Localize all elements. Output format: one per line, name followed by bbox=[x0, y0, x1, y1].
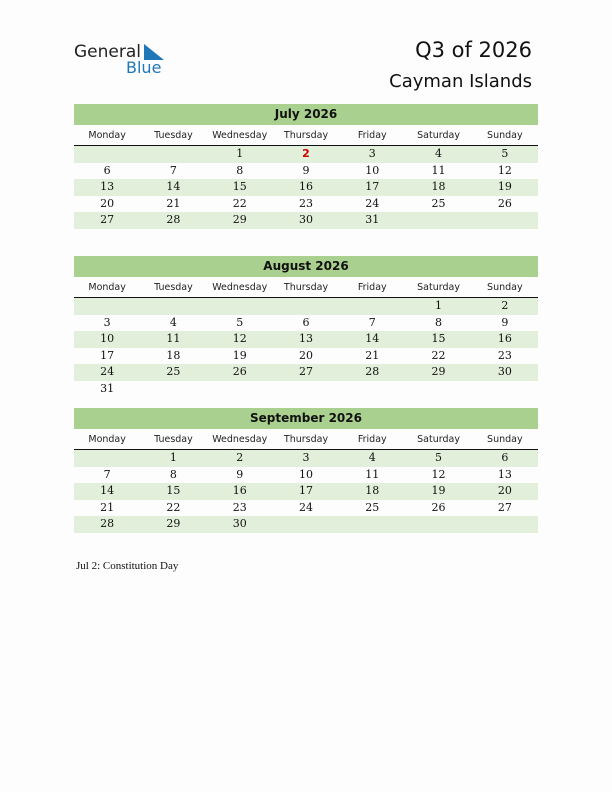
day-cell: 29 bbox=[431, 365, 446, 378]
day-cell: 12 bbox=[497, 163, 512, 177]
holiday-notes bbox=[76, 560, 178, 572]
day-cell: 30 bbox=[298, 213, 313, 226]
day-cell: 31 bbox=[365, 213, 380, 226]
weekday-label: Sunday bbox=[487, 130, 523, 141]
page-title: Q3 of 2026 bbox=[415, 38, 532, 62]
day-cell: 17 bbox=[365, 180, 380, 193]
day-cell: 27 bbox=[100, 213, 115, 226]
day-cell: 15 bbox=[232, 180, 247, 193]
day-cell: 19 bbox=[497, 180, 512, 193]
day-cell: 11 bbox=[431, 163, 446, 177]
weekday-label: Thursday bbox=[283, 130, 329, 141]
day-cell: 16 bbox=[298, 180, 313, 193]
day-cell: 27 bbox=[298, 365, 313, 378]
weekday-label: Thursday bbox=[283, 282, 329, 293]
day-cell: 13 bbox=[298, 332, 313, 345]
day-cell: 20 bbox=[298, 348, 313, 362]
day-cell: 21 bbox=[365, 348, 380, 362]
day-cell: 10 bbox=[100, 332, 115, 345]
day-cell bbox=[405, 516, 471, 533]
day-cell: 19 bbox=[232, 348, 247, 362]
weekday-header-row bbox=[74, 127, 538, 146]
day-cell: 4 bbox=[435, 147, 443, 160]
day-cell bbox=[207, 381, 273, 398]
month-title: August 2026 bbox=[74, 256, 538, 277]
day-cell: 1 bbox=[169, 451, 177, 464]
day-cell bbox=[74, 298, 140, 315]
day-cell: 7 bbox=[169, 163, 177, 177]
weekday-label: Sunday bbox=[487, 434, 523, 445]
day-cell: 14 bbox=[166, 180, 181, 193]
day-cell: 27 bbox=[497, 500, 512, 514]
week-row bbox=[74, 196, 538, 213]
day-cell: 9 bbox=[501, 315, 509, 329]
weekday-label: Saturday bbox=[417, 130, 460, 141]
weekday-label: Wednesday bbox=[212, 282, 268, 293]
day-cell: 4 bbox=[169, 315, 177, 329]
day-cell bbox=[140, 146, 206, 163]
weekday-label: Monday bbox=[88, 434, 126, 445]
day-cell bbox=[405, 381, 471, 398]
day-cell: 8 bbox=[236, 163, 244, 177]
day-cell: 7 bbox=[368, 315, 376, 329]
day-cell: 5 bbox=[501, 147, 509, 160]
weekday-label: Friday bbox=[357, 130, 387, 141]
day-cell: 3 bbox=[368, 147, 376, 160]
logo-general-text: General bbox=[74, 42, 141, 62]
day-cell: 1 bbox=[435, 299, 443, 312]
day-cell: 14 bbox=[365, 332, 380, 345]
day-cell: 2 bbox=[236, 451, 244, 464]
weekday-label: Thursday bbox=[283, 434, 329, 445]
weekday-header-row bbox=[74, 431, 538, 450]
weekday-label: Saturday bbox=[417, 282, 460, 293]
day-cell: 29 bbox=[166, 517, 181, 530]
day-cell: 26 bbox=[497, 196, 512, 210]
day-cell: 6 bbox=[501, 451, 509, 464]
day-cell: 2 bbox=[302, 147, 310, 160]
day-cell bbox=[405, 212, 471, 229]
day-cell: 1 bbox=[236, 147, 244, 160]
day-cell: 9 bbox=[302, 163, 310, 177]
week-row bbox=[74, 331, 538, 348]
week-row bbox=[74, 348, 538, 365]
day-cell bbox=[339, 381, 405, 398]
day-cell: 18 bbox=[365, 484, 380, 497]
day-cell: 15 bbox=[431, 332, 446, 345]
day-cell: 28 bbox=[100, 517, 115, 530]
day-cell bbox=[74, 450, 140, 467]
week-row bbox=[74, 146, 538, 163]
day-cell: 30 bbox=[497, 365, 512, 378]
weekday-label: Wednesday bbox=[212, 434, 268, 445]
day-cell: 20 bbox=[100, 196, 115, 210]
day-cell: 26 bbox=[431, 500, 446, 514]
month-september bbox=[74, 408, 538, 533]
day-cell bbox=[140, 381, 206, 398]
day-cell: 17 bbox=[298, 484, 313, 497]
day-cell: 26 bbox=[232, 365, 247, 378]
week-row bbox=[74, 179, 538, 196]
weekday-label: Tuesday bbox=[154, 434, 193, 445]
day-cell: 8 bbox=[435, 315, 443, 329]
day-cell: 31 bbox=[100, 381, 115, 395]
day-cell: 24 bbox=[365, 196, 380, 210]
day-cell: 6 bbox=[302, 315, 310, 329]
week-row bbox=[74, 516, 538, 533]
day-cell: 23 bbox=[497, 348, 512, 362]
week-row bbox=[74, 483, 538, 500]
day-cell: 11 bbox=[166, 332, 181, 345]
day-cell: 24 bbox=[100, 365, 115, 378]
day-cell: 18 bbox=[431, 180, 446, 193]
day-cell: 5 bbox=[236, 315, 244, 329]
day-cell: 10 bbox=[298, 467, 313, 481]
day-cell: 3 bbox=[302, 451, 310, 464]
weekday-label: Tuesday bbox=[154, 130, 193, 141]
page-subtitle: Cayman Islands bbox=[389, 71, 532, 92]
day-cell: 19 bbox=[431, 484, 446, 497]
day-cell bbox=[472, 212, 538, 229]
generalblue-logo bbox=[74, 42, 174, 78]
holiday-note: Jul 2: Constitution Day bbox=[76, 560, 179, 572]
day-cell: 24 bbox=[298, 500, 313, 514]
day-cell: 25 bbox=[365, 500, 380, 514]
day-cell: 11 bbox=[365, 467, 380, 481]
day-cell bbox=[74, 146, 140, 163]
week-row bbox=[74, 381, 538, 398]
day-cell: 16 bbox=[232, 484, 247, 497]
week-row bbox=[74, 450, 538, 467]
day-cell: 30 bbox=[232, 517, 247, 530]
month-title: September 2026 bbox=[74, 408, 538, 429]
day-cell: 3 bbox=[103, 315, 111, 329]
weekday-label: Saturday bbox=[417, 434, 460, 445]
day-cell bbox=[273, 516, 339, 533]
day-cell: 13 bbox=[100, 180, 115, 193]
day-cell: 12 bbox=[232, 332, 247, 345]
week-row bbox=[74, 467, 538, 484]
day-cell: 29 bbox=[232, 213, 247, 226]
day-cell: 7 bbox=[103, 467, 111, 481]
day-cell: 25 bbox=[431, 196, 446, 210]
day-cell: 22 bbox=[232, 196, 247, 210]
day-cell bbox=[339, 516, 405, 533]
day-cell: 14 bbox=[100, 484, 115, 497]
month-august bbox=[74, 256, 538, 397]
day-cell: 9 bbox=[236, 467, 244, 481]
week-row bbox=[74, 212, 538, 229]
day-cell: 13 bbox=[497, 467, 512, 481]
day-cell bbox=[339, 298, 405, 315]
day-cell bbox=[472, 516, 538, 533]
day-cell: 2 bbox=[501, 299, 509, 312]
weekday-header-row bbox=[74, 279, 538, 298]
logo-blue-text: Blue bbox=[126, 58, 162, 77]
week-row bbox=[74, 163, 538, 180]
day-cell: 21 bbox=[100, 500, 115, 514]
day-cell: 21 bbox=[166, 196, 181, 210]
week-row bbox=[74, 364, 538, 381]
month-july bbox=[74, 104, 538, 229]
day-cell: 23 bbox=[298, 196, 313, 210]
weekday-label: Wednesday bbox=[212, 130, 268, 141]
week-row bbox=[74, 315, 538, 332]
day-cell: 22 bbox=[431, 348, 446, 362]
day-cell bbox=[273, 298, 339, 315]
day-cell: 12 bbox=[431, 467, 446, 481]
day-cell: 5 bbox=[435, 451, 443, 464]
weekday-label: Sunday bbox=[487, 282, 523, 293]
day-cell: 23 bbox=[232, 500, 247, 514]
day-cell: 6 bbox=[103, 163, 111, 177]
day-cell: 15 bbox=[166, 484, 181, 497]
day-cell: 4 bbox=[368, 451, 376, 464]
day-cell: 10 bbox=[365, 163, 380, 177]
day-cell: 22 bbox=[166, 500, 181, 514]
day-cell: 17 bbox=[100, 348, 115, 362]
day-cell bbox=[273, 381, 339, 398]
weekday-label: Monday bbox=[88, 130, 126, 141]
day-cell bbox=[207, 298, 273, 315]
weekday-label: Tuesday bbox=[154, 282, 193, 293]
day-cell: 28 bbox=[166, 213, 181, 226]
day-cell: 16 bbox=[497, 332, 512, 345]
day-cell: 18 bbox=[166, 348, 181, 362]
weekday-label: Friday bbox=[357, 434, 387, 445]
day-cell bbox=[472, 381, 538, 398]
day-cell bbox=[140, 298, 206, 315]
week-row bbox=[74, 298, 538, 315]
day-cell: 20 bbox=[497, 484, 512, 497]
day-cell: 25 bbox=[166, 365, 181, 378]
month-title: July 2026 bbox=[74, 104, 538, 125]
weekday-label: Friday bbox=[357, 282, 387, 293]
weekday-label: Monday bbox=[88, 282, 126, 293]
day-cell: 28 bbox=[365, 365, 380, 378]
day-cell: 8 bbox=[169, 467, 177, 481]
week-row bbox=[74, 500, 538, 517]
